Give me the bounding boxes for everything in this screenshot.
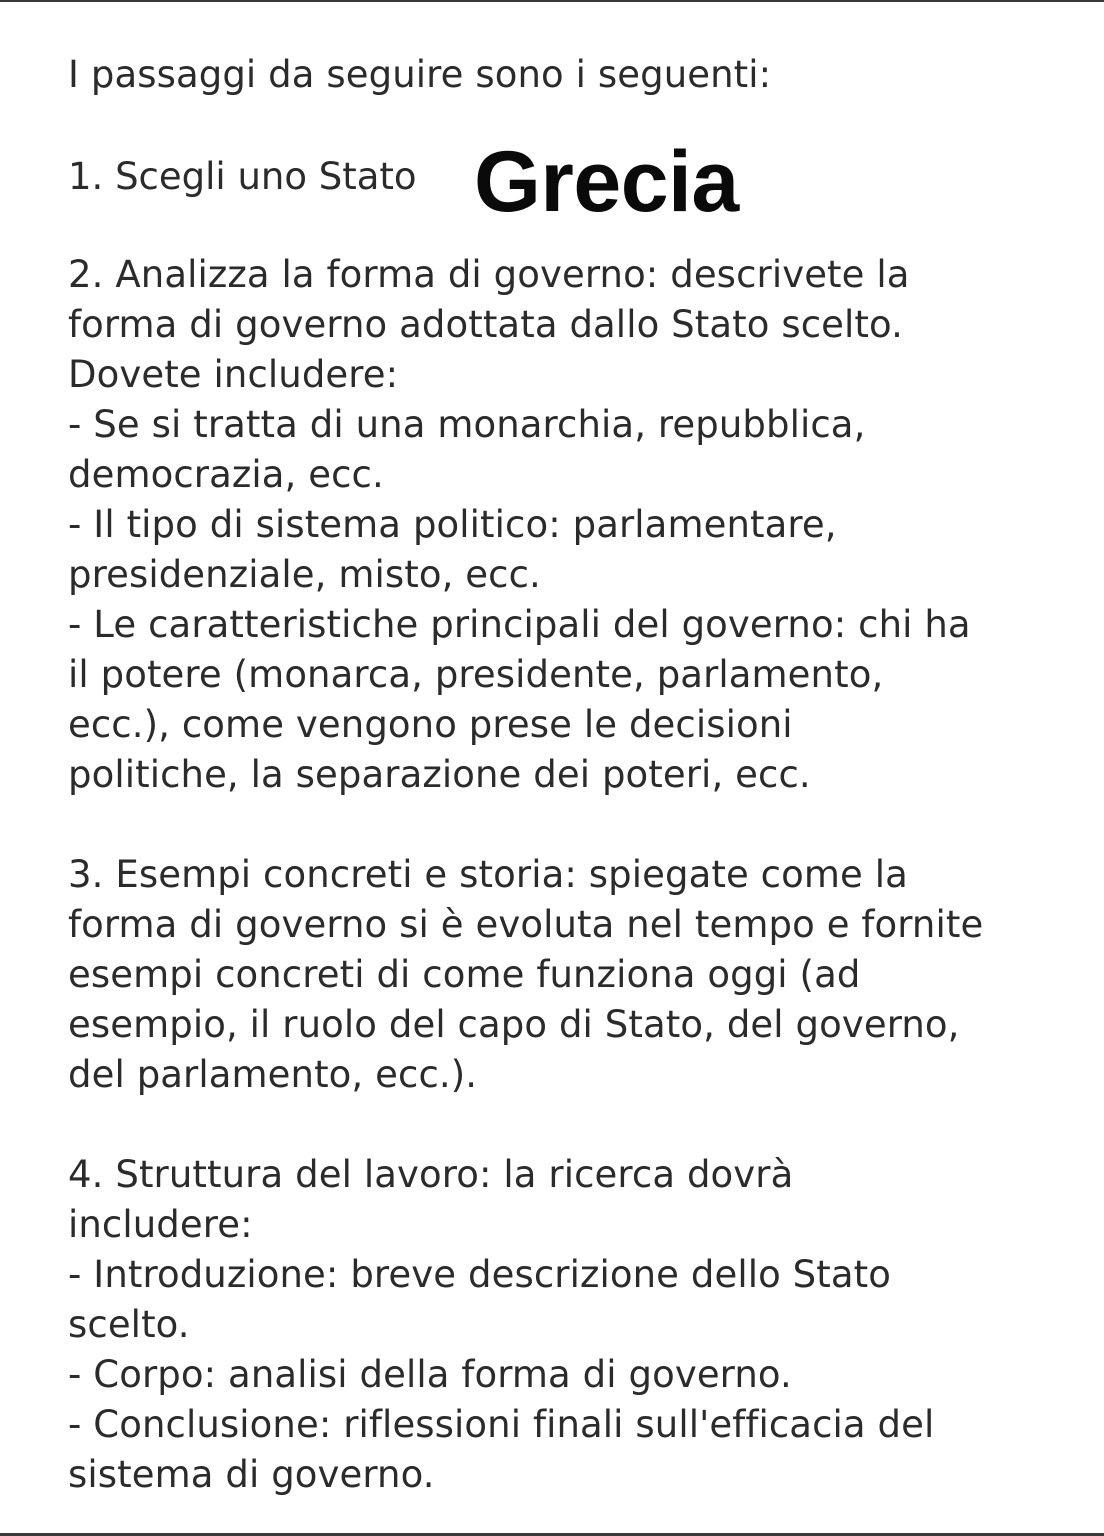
step-3-line: esempio, il ruolo del capo di Stato, del governo, bbox=[68, 1003, 960, 1046]
step-2-line: democrazia, ecc. bbox=[68, 453, 384, 496]
step-2-line: - Se si tratta di una monarchia, repubblica, bbox=[68, 403, 866, 446]
step-1-answer: Grecia bbox=[474, 134, 739, 230]
top-border bbox=[0, 0, 1104, 2]
step-4-line: - Corpo: analisi della forma di governo. bbox=[68, 1353, 792, 1396]
step-1-label: 1. Scegli uno Stato bbox=[68, 155, 417, 198]
step-2-line: ecc.), come vengono prese le decisioni bbox=[68, 703, 793, 746]
step-3-line: 3. Esempi concreti e storia: spiegate come la bbox=[68, 853, 908, 896]
step-2-line: 2. Analizza la forma di governo: descrivete la bbox=[68, 253, 910, 296]
step-2-line: presidenziale, misto, ecc. bbox=[68, 553, 541, 596]
step-4-line: sistema di governo. bbox=[68, 1453, 435, 1496]
step-2-line: forma di governo adottata dallo Stato scelto. bbox=[68, 303, 903, 346]
step-4-line: - Introduzione: breve descrizione dello Stato bbox=[68, 1253, 891, 1296]
step-4-line: - Conclusione: riflessioni finali sull'efficacia del bbox=[68, 1403, 935, 1446]
step-4-line: scelto. bbox=[68, 1303, 190, 1346]
step-2-line: - Le caratteristiche principali del governo: chi ha bbox=[68, 603, 971, 646]
intro-text: I passaggi da seguire sono i seguenti: bbox=[68, 53, 772, 96]
step-3-line: esempi concreti di come funziona oggi (ad bbox=[68, 953, 861, 996]
step-2-line: politiche, la separazione dei poteri, ecc. bbox=[68, 753, 811, 796]
step-2-line: - Il tipo di sistema politico: parlamentare, bbox=[68, 503, 837, 546]
step-2-line: Dovete includere: bbox=[68, 353, 399, 396]
step-2-line: il potere (monarca, presidente, parlamento, bbox=[68, 653, 884, 696]
step-4-line: 4. Struttura del lavoro: la ricerca dovrà bbox=[68, 1153, 794, 1196]
step-3-line: forma di governo si è evoluta nel tempo e fornite bbox=[68, 903, 984, 946]
step-3-line: del parlamento, ecc.). bbox=[68, 1053, 478, 1096]
step-4-line: includere: bbox=[68, 1203, 253, 1246]
